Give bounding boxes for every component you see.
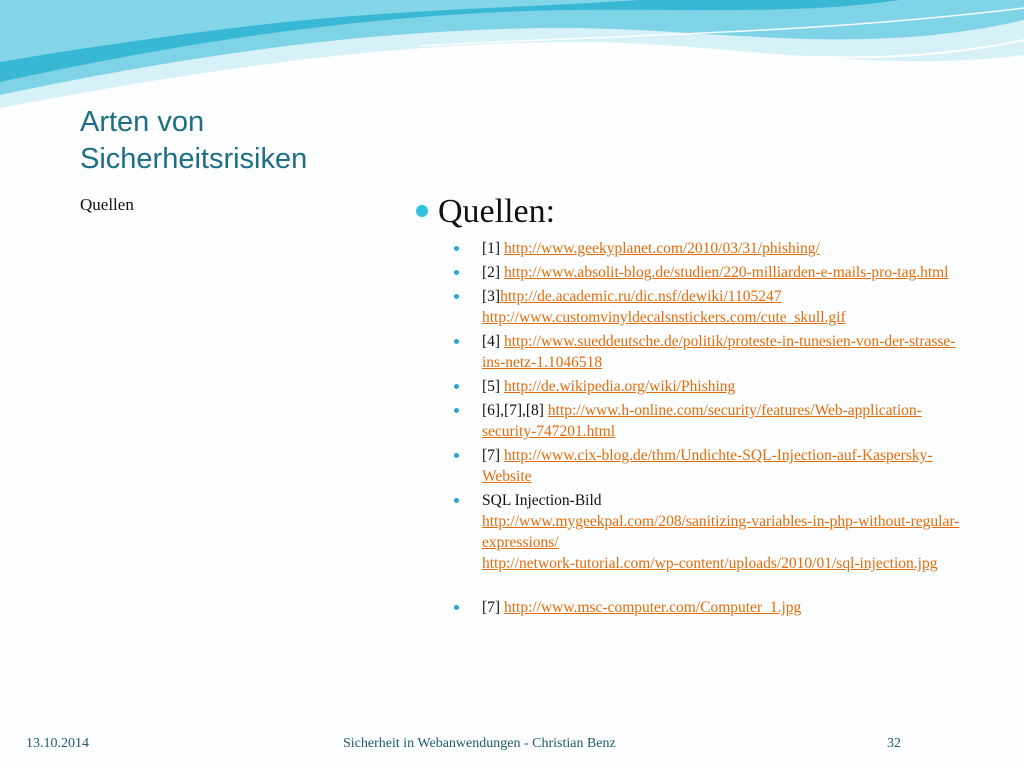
footer-text: Sicherheit in Webanwendungen - Christian Benz [343, 736, 616, 751]
list-item [414, 445, 974, 487]
source-link[interactable]: http://www.sueddeutsche.de/politik/proteste-in-tunesien-von-der-strasse-ins-netz-1.1046518 [482, 333, 956, 371]
sources-heading: Quellen: [438, 193, 556, 230]
list-item [414, 238, 974, 259]
source-label: SQL Injection-Bild [482, 492, 602, 509]
bullet-icon [454, 498, 459, 503]
list-item [414, 331, 974, 373]
footer-date: 13.10.2014 [26, 736, 89, 751]
source-link[interactable]: http://www.cix-blog.de/thm/Undichte-SQL-Injection-auf-Kaspersky-Website [482, 447, 933, 485]
bullet-icon [454, 408, 459, 413]
bullet-icon [454, 605, 459, 610]
slide-subtitle: Quellen [80, 195, 134, 214]
bullet-icon [454, 294, 459, 299]
source-label: [3] [482, 288, 501, 305]
source-link[interactable]: http://www.geekyplanet.com/2010/03/31/phishing/ [503, 240, 820, 257]
source-link[interactable]: http://www.absolit-blog.de/studien/220-milliarden-e-mails-pro-tag.html [503, 264, 949, 281]
source-label: [7] [482, 599, 504, 616]
title-line-2: Sicherheitsrisiken [80, 143, 308, 175]
list-item [414, 262, 974, 283]
source-label: [1] [482, 240, 504, 257]
level1-bullet [414, 192, 974, 232]
source-link[interactable]: http://de.wikipedia.org/wiki/Phishing [503, 378, 736, 395]
source-link[interactable]: http://www.mygeekpal.com/208/sanitizing-variables-in-php-without-regular-expressions/ [482, 513, 960, 551]
source-label: [6],[7],[8] [482, 402, 548, 419]
source-label: [7] [482, 447, 504, 464]
bullet-dot-icon [416, 205, 428, 217]
bullet-icon [454, 270, 459, 275]
source-label: [5] [482, 378, 504, 395]
slide-title [80, 104, 380, 178]
list-item [414, 286, 974, 328]
source-link[interactable]: http://www.msc-computer.com/Computer_1.jpg [503, 599, 802, 616]
bullet-icon [454, 339, 459, 344]
source-label: [2] [482, 264, 504, 281]
source-link[interactable]: http://network-tutorial.com/wp-content/uploads/2010/01/sql-injection.jpg [482, 555, 938, 572]
content-area [414, 192, 974, 621]
bullet-icon [454, 384, 459, 389]
source-link[interactable]: http://www.h-online.com/security/features/Web-application-security-747201.html [482, 402, 922, 440]
list-item [414, 490, 974, 574]
source-link[interactable]: http://de.academic.ru/dic.nsf/dewiki/1105247 [500, 288, 782, 305]
source-link[interactable]: http://www.customvinyldecalsnstickers.com/cute_skull.gif [482, 309, 846, 326]
bullet-icon [454, 246, 459, 251]
page-number: 32 [887, 736, 901, 751]
source-label: [4] [482, 333, 504, 350]
list-item [414, 597, 974, 618]
bullet-icon [454, 453, 459, 458]
title-line-1: Arten von [80, 106, 205, 138]
sources-list [414, 238, 974, 618]
list-item [414, 376, 974, 397]
list-item [414, 400, 974, 442]
